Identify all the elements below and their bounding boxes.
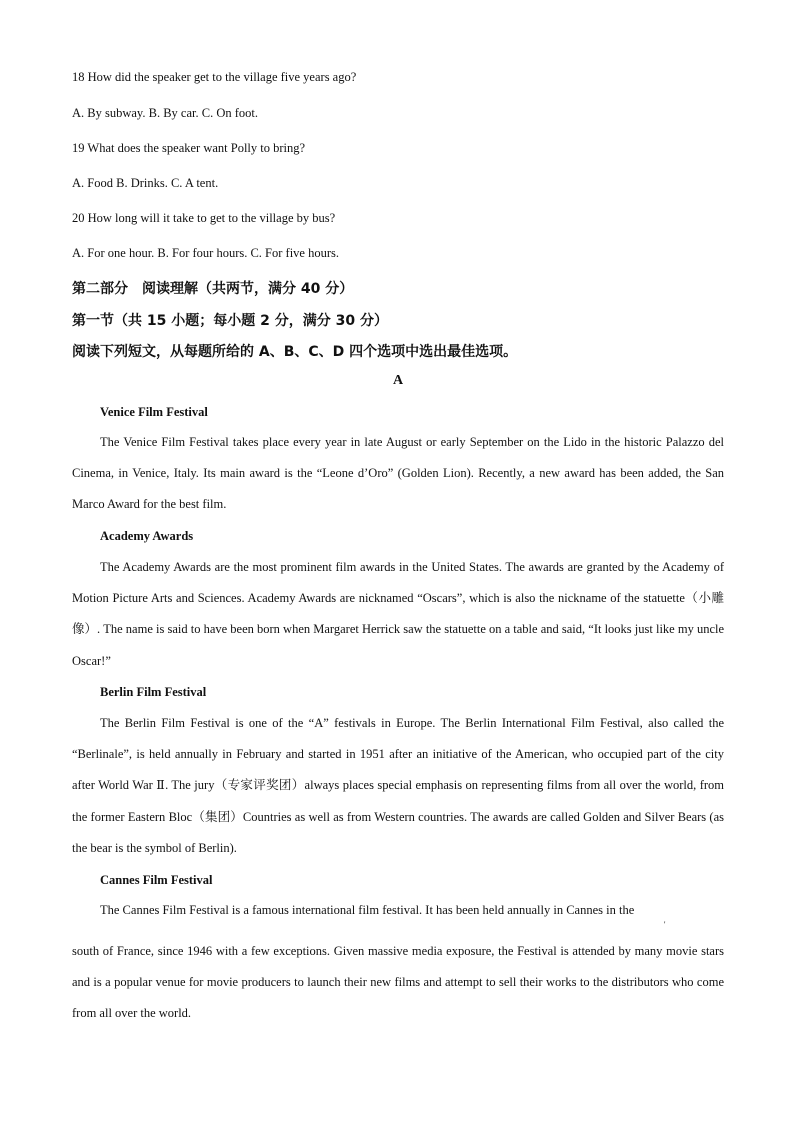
part2-title: 第二部分 阅读理解（共两节，满分 40 分） [72, 281, 354, 297]
stray-mark: ' [664, 920, 666, 929]
academy-paragraph: The Academy Awards are the most prominent film awards in the United States. The awards are granted by the Academy of Motion Picture Arts and Sciences. Academy Awards are nicknamed “Oscars”, which is also the nickname of the statuette（小雕像）. The name is said to have been born when Margaret Herrick saw the statuette on a table and said, “It looks just like my uncle Oscar!” [72, 560, 725, 668]
cannes-first-line: The Cannes Film Festival is a famous international film festival. It has been held annually in Cannes in the [100, 903, 635, 917]
question-18-options: A. By subway. B. By car. C. On foot. [72, 106, 258, 120]
section1-title: 第一节（共 15 小题；每小题 2 分，满分 30 分） [72, 313, 388, 329]
berlin-paragraph: The Berlin Film Festival is one of the “A” festivals in Europe. The Berlin International Film Festival, also called the “Berlinale”, is held annually in February and started in 1951 after an initiative of the American, who occupied part of the city after World War Ⅱ. The jury（专家评奖团）always places special emphasis on representing films from all over the world, from the former Eastern Bloc（集团）Countries as well as from Western countries. The awards are called Golden and Silver Bears (as the bear is the symbol of Berlin). [72, 716, 724, 855]
reading-instruction: 阅读下列短文，从每题所给的 A、B、C、D 四个选项中选出最佳选项。 [72, 344, 518, 360]
passage-label: A [392, 373, 404, 388]
question-19: 19 What does the speaker want Polly to bring? [72, 141, 306, 155]
academy-heading: Academy Awards [100, 529, 194, 543]
question-20-options: A. For one hour. B. For four hours. C. For five hours. [72, 246, 340, 260]
venice-heading: Venice Film Festival [100, 405, 208, 419]
cannes-heading: Cannes Film Festival [100, 873, 213, 887]
question-20: 20 How long will it take to get to the village by bus? [72, 211, 336, 225]
venice-paragraph: The Venice Film Festival takes place every year in late August or early September on the Lido in the historic Palazzo del Cinema, in Venice, Italy. Its main award is the “Leone d’Oro” (Golden Lion). Recently, a new award has been added, the San Marco Award for the best film. [72, 435, 724, 512]
berlin-heading: Berlin Film Festival [100, 685, 207, 699]
question-19-options: A. Food B. Drinks. C. A tent. [72, 176, 219, 190]
question-18: 18 How did the speaker get to the village five years ago? [72, 70, 357, 84]
cannes-paragraph: south of France, since 1946 with a few exceptions. Given massive media exposure, the Festival is attended by many movie stars and is a popular venue for movie producers to launch their new films and attempt to sell their works to the distributors who come from all over the world. [72, 944, 724, 1021]
